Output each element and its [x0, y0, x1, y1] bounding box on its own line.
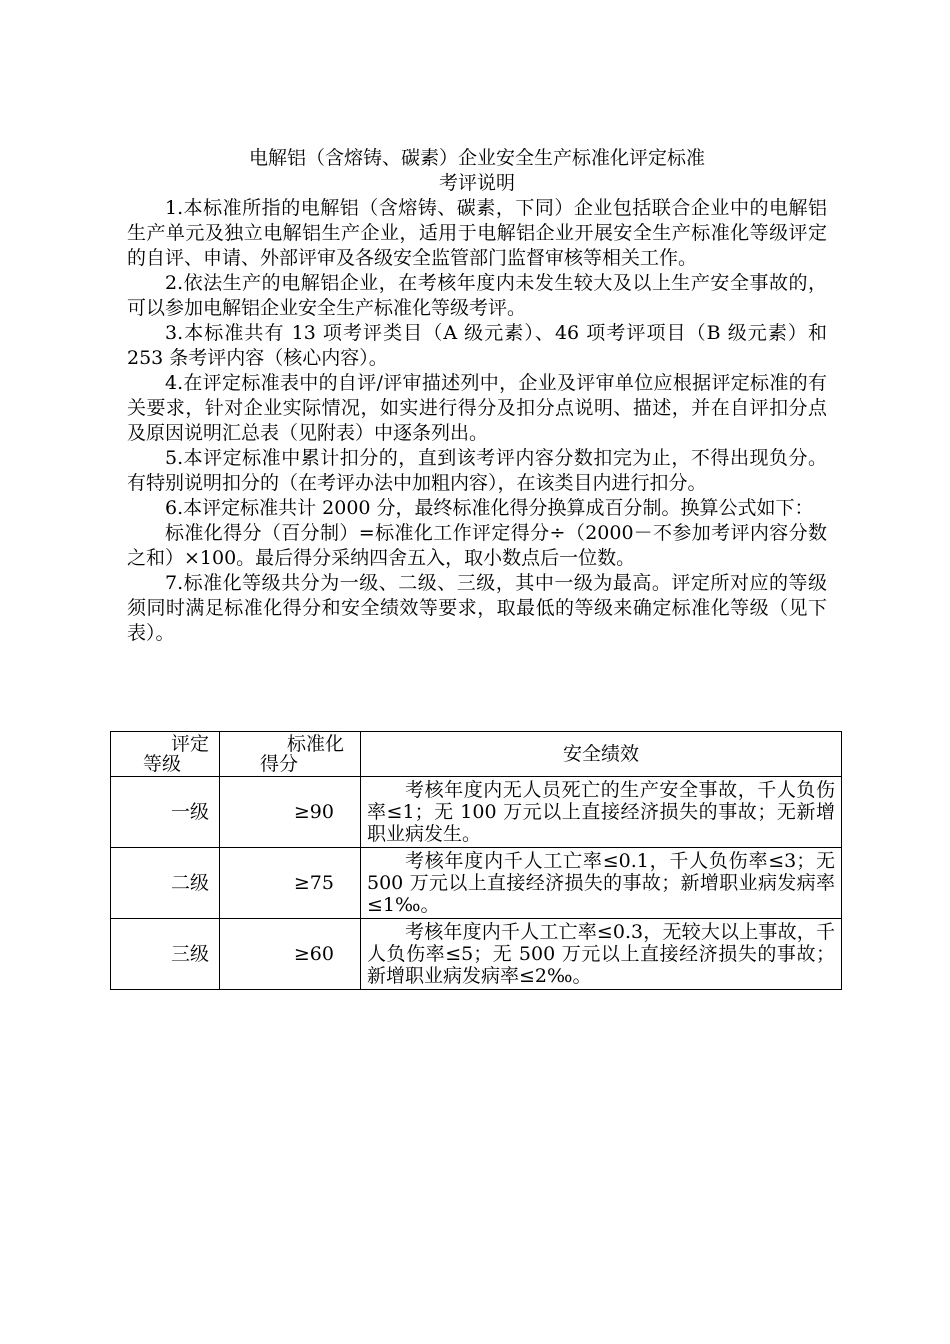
grade-table	[110, 731, 842, 990]
section-subtitle: 考评说明	[438, 172, 515, 194]
paragraph-7: 7.标准化等级共分为一级、二级、三级，其中一级为最高。评定所对应的等级须同时满足标准化得分和安全绩效等要求，取最低的等级来确定标准化等级（见下表）。	[127, 572, 827, 644]
level-cell: 二级	[111, 848, 220, 919]
table-header-row	[111, 732, 842, 777]
performance-cell: 考核年度内无人员死亡的生产安全事故，千人负伤率≤1；无 100 万元以上直接经济损失的事故；无新增职业病发生。	[361, 777, 842, 848]
score-cell: ≥75	[220, 848, 361, 919]
paragraph-3: 3.本标准共有 13 项考评类目（A 级元素）、46 项考评项目（B 级元素）和 253 条考评内容（核心内容）。	[127, 322, 827, 369]
header-score	[220, 732, 361, 777]
table-row	[111, 848, 842, 919]
score-cell: ≥90	[220, 777, 361, 848]
paragraph-1: 1.本标准所指的电解铝（含熔铸、碳素，下同）企业包括联合企业中的电解铝生产单元及独立电解铝生产企业，适用于电解铝企业开展安全生产标准化等级评定的自评、申请、外部评审及各级安全监管部门监督审核等相关工作。	[127, 197, 827, 269]
paragraph-6: 6.本评定标准共计 2000 分，最终标准化得分换算成百分制。换算公式如下：	[165, 497, 814, 519]
header-level-line2: 等级	[143, 753, 182, 775]
table-row	[111, 919, 842, 990]
header-score-line1: 标准化	[286, 733, 344, 755]
paragraph-4: 4.在评定标准表中的自评/评审描述列中，企业及评审单位应根据评定标准的有关要求，针对企业实际情况，如实进行得分及扣分点说明、描述，并在自评扣分点及原因说明汇总表（见附表）中逐条列出。	[127, 372, 827, 444]
header-level-line1: 评定	[170, 733, 209, 755]
header-performance: 安全绩效	[361, 732, 842, 777]
paragraph-2: 2.依法生产的电解铝企业，在考核年度内未发生较大及以上生产安全事故的，可以参加电解铝企业安全生产标准化等级考评。	[127, 272, 827, 319]
performance-cell: 考核年度内千人工亡率≤0.1，千人负伤率≤3；无 500 万元以上直接经济损失的事故；新增职业病发病率≤1‰。	[361, 848, 842, 919]
score-cell: ≥60	[220, 919, 361, 990]
formula-paragraph: 标准化得分（百分制）=标准化工作评定得分÷（2000－不参加考评内容分数之和）×100。最后得分采纳四舍五入，取小数点后一位数。	[127, 522, 827, 569]
performance-cell: 考核年度内千人工亡率≤0.3，无较大以上事故，千人负伤率≤5；无 500 万元以上直接经济损失的事故；新增职业病发病率≤2‰。	[361, 919, 842, 990]
level-cell: 一级	[111, 777, 220, 848]
header-score-line2: 得分	[260, 753, 299, 775]
document-body	[127, 146, 827, 646]
paragraph-5: 5.本评定标准中累计扣分的，直到该考评内容分数扣完为止，不得出现负分。有特别说明扣分的（在考评办法中加粗内容），在该类目内进行扣分。	[127, 447, 827, 494]
level-cell: 三级	[111, 919, 220, 990]
table-row	[111, 777, 842, 848]
document-title: 电解铝（含熔铸、碳素）企业安全生产标准化评定标准	[248, 147, 705, 169]
header-level	[111, 732, 220, 777]
